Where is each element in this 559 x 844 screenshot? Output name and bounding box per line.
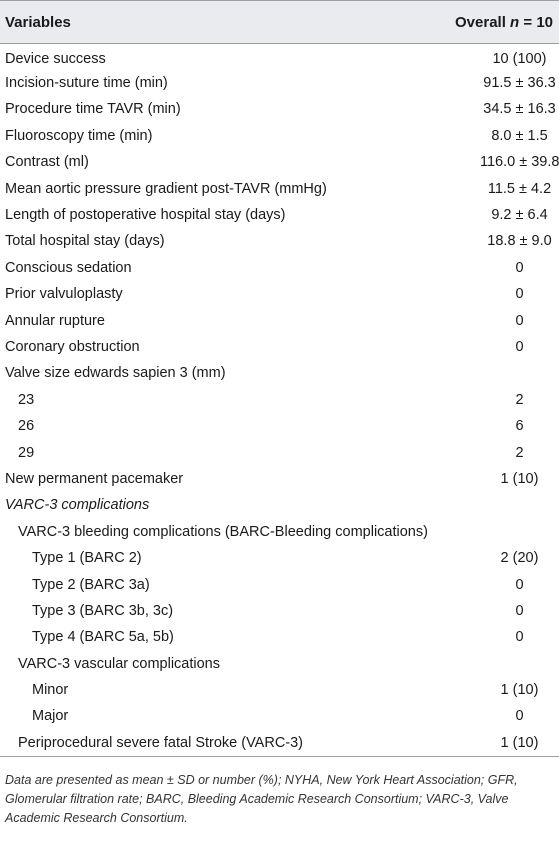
row-value: 11.5 ± 4.2 — [487, 180, 552, 197]
row-label: Periprocedural severe fatal Stroke (VARC-3) — [18, 734, 304, 751]
header-overall — [388, 1, 559, 44]
table-row — [0, 255, 559, 281]
table-row — [0, 624, 559, 650]
table-row — [0, 387, 559, 413]
row-label: Procedure time TAVR (min) — [5, 101, 181, 118]
row-label: Type 3 (BARC 3b, 3c) — [32, 602, 174, 619]
row-label: Coronary obstruction — [5, 338, 140, 355]
table-row — [0, 677, 559, 703]
row-label: Major — [32, 708, 69, 725]
table-row — [0, 730, 559, 756]
table-body — [0, 44, 559, 757]
row-label: Length of postoperative hospital stay (days) — [5, 207, 286, 224]
header-overall-n: n — [510, 13, 520, 31]
table-footnote: Data are presented as mean ± SD or number (%); NYHA, New York Heart Association; GFR, Glomerular filtration rate; BARC, Bleeding Academic Research Consortium; VARC-3, Valve Academic Research Consortium. — [5, 772, 518, 825]
row-label: Conscious sedation — [5, 259, 132, 276]
table-row — [0, 149, 559, 175]
table-row — [0, 123, 559, 149]
table-row — [0, 492, 559, 518]
header-overall-suffix: = 10 — [519, 13, 553, 31]
header-variables: Variables — [5, 13, 71, 31]
row-value: 2 — [515, 391, 524, 408]
row-value — [388, 360, 559, 386]
table-row — [0, 439, 559, 465]
row-label: Incision-suture time (min) — [5, 75, 168, 92]
row-value: 1 (10) — [500, 734, 539, 751]
table-row — [0, 175, 559, 201]
row-value: 0 — [515, 338, 524, 355]
row-value: 6 — [515, 418, 524, 435]
row-value: 0 — [515, 629, 524, 646]
table-row — [0, 281, 559, 307]
row-label: Mean aortic pressure gradient post-TAVR (mmHg) — [5, 180, 327, 197]
table-row — [0, 228, 559, 254]
table-row — [0, 334, 559, 360]
row-value: 8.0 ± 1.5 — [491, 127, 548, 144]
row-value: 0 — [515, 312, 524, 329]
row-label: 29 — [18, 444, 35, 461]
row-value — [388, 492, 559, 518]
row-label: Contrast (ml) — [5, 154, 89, 171]
row-label: VARC-3 bleeding complications (BARC-Bleeding complications) — [18, 523, 428, 540]
row-label: VARC-3 vascular complications — [18, 655, 220, 672]
row-label: Type 4 (BARC 5a, 5b) — [32, 629, 174, 646]
row-label: Annular rupture — [5, 312, 105, 329]
row-label: Minor — [32, 682, 69, 699]
table-row — [0, 598, 559, 624]
row-label: VARC-3 complications — [5, 497, 150, 514]
row-label: Valve size edwards sapien 3 (mm) — [5, 365, 226, 382]
row-value: 0 — [515, 602, 524, 619]
row-value: 1 (10) — [500, 470, 539, 487]
table-row — [0, 44, 559, 70]
row-value — [388, 650, 559, 676]
row-label: Total hospital stay (days) — [5, 233, 165, 250]
row-value: 0 — [515, 576, 524, 593]
row-value: 10 (100) — [492, 51, 547, 68]
table-row — [0, 545, 559, 571]
row-label: Type 2 (BARC 3a) — [32, 576, 150, 593]
row-value: 9.2 ± 6.4 — [491, 207, 548, 224]
table-row — [0, 571, 559, 597]
table-row — [0, 413, 559, 439]
row-label: 26 — [18, 418, 35, 435]
row-value: 34.5 ± 16.3 — [483, 101, 556, 118]
table-row — [0, 70, 559, 96]
row-value: 91.5 ± 36.3 — [483, 75, 556, 92]
table-row — [0, 519, 559, 545]
row-value: 0 — [515, 259, 524, 276]
table-row — [0, 360, 559, 386]
row-label: Prior valvuloplasty — [5, 286, 123, 303]
row-label: Type 1 (BARC 2) — [32, 550, 142, 567]
table-row — [0, 466, 559, 492]
row-value: 0 — [515, 286, 524, 303]
row-label: New permanent pacemaker — [5, 470, 184, 487]
row-label: Fluoroscopy time (min) — [5, 127, 153, 144]
row-value: 2 — [515, 444, 524, 461]
table-row — [0, 96, 559, 122]
row-value: 18.8 ± 9.0 — [487, 233, 552, 250]
table-row — [0, 307, 559, 333]
row-label: Device success — [5, 51, 106, 68]
row-value: 2 (20) — [500, 550, 539, 567]
row-value: 116.0 ± 39.8 — [480, 154, 559, 171]
table-row — [0, 650, 559, 676]
table-row — [0, 703, 559, 729]
row-label: 23 — [18, 391, 35, 408]
row-value: 1 (10) — [500, 682, 539, 699]
table-header-row — [0, 1, 559, 44]
row-value: 0 — [515, 708, 524, 725]
table-row — [0, 202, 559, 228]
header-overall-prefix: Overall — [455, 13, 511, 31]
